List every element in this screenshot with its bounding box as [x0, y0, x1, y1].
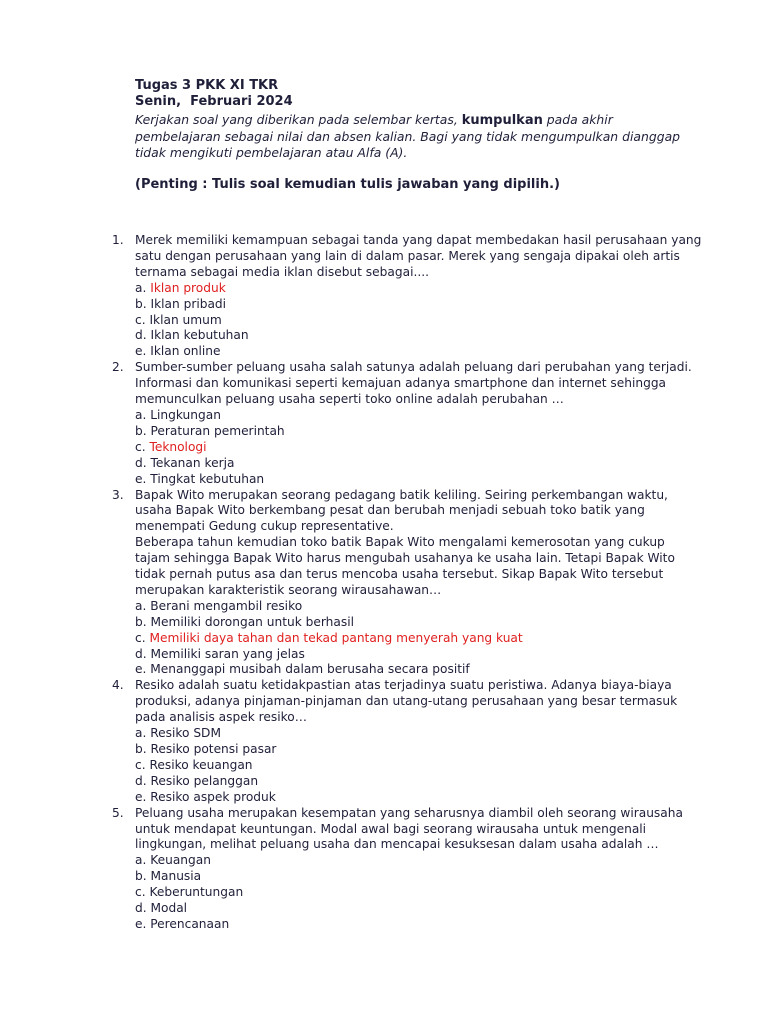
option-letter: d.	[135, 646, 151, 661]
option-letter: d.	[135, 901, 151, 916]
option-text: Manusia	[150, 869, 202, 884]
option-text: Iklan pribadi	[150, 296, 227, 311]
option-b	[135, 424, 702, 440]
option-c	[135, 758, 702, 774]
question-text: Peluang usaha merupakan kesempatan yang seharusnya diambil oleh seorang wirausaha untuk mendapat keuntungan. Modal awal bagi seorang wirausaha untuk mengenali lingkungan, melihat peluang usaha dan mencapai kesuksesan dalam usaha adalah …	[135, 805, 683, 852]
option-b	[135, 742, 702, 758]
important-note: (Penting : Tulis soal kemudian tulis jawaban yang dipilih.)	[135, 177, 560, 192]
option-text: Tekanan kerja	[150, 455, 235, 470]
option-letter: c.	[135, 312, 150, 327]
option-b	[135, 615, 702, 631]
option-letter: a.	[135, 726, 151, 741]
option-e	[135, 790, 702, 806]
option-text: Memiliki dorongan untuk berhasil	[150, 614, 354, 629]
question-list	[112, 233, 702, 933]
option-letter: a.	[135, 598, 151, 613]
option-letter: a.	[135, 280, 151, 295]
option-a	[135, 726, 702, 742]
option-e	[135, 344, 702, 360]
option-e	[135, 472, 702, 488]
option-letter: b.	[135, 423, 151, 438]
option-text: Iklan kebutuhan	[150, 328, 249, 343]
option-text: Perencanaan	[150, 916, 230, 931]
document-title: Tugas 3 PKK XI TKR	[135, 78, 279, 93]
option-text-answer: Teknologi	[149, 439, 207, 454]
option-text: Resiko potensi pasar	[150, 742, 277, 756]
option-text: Resiko aspek produk	[150, 789, 276, 804]
option-text: Lingkungan	[150, 407, 221, 422]
option-text: Iklan online	[150, 344, 221, 359]
option-letter: d.	[135, 773, 151, 788]
question-text: Merek memiliki kemampuan sebagai tanda yang dapat membedakan hasil perusahaan yang satu dengan perusahaan yang lain di dalam pasar. Merek yang sengaja dipakai oleh artis ternama sebagai media iklan disebut sebagai....	[135, 233, 702, 279]
option-text: Keberuntungan	[149, 885, 244, 900]
option-c	[135, 313, 702, 329]
option-letter: d.	[135, 328, 151, 343]
option-text: Memiliki saran yang jelas	[150, 646, 305, 661]
question-3	[112, 488, 702, 679]
question-text: Sumber-sumber peluang usaha salah satunya adalah peluang dari perubahan yang terjadi. Informasi dan komunikasi seperti kemajuan adanya smartphone dan internet sehingga memunculkan peluang usaha seperti toko online adalah perubahan …	[135, 360, 692, 407]
option-e	[135, 662, 702, 678]
option-letter: c.	[135, 757, 150, 772]
option-letter: e.	[135, 662, 151, 677]
option-d	[135, 647, 702, 663]
option-letter: b.	[135, 869, 151, 884]
option-c	[135, 631, 702, 647]
option-b	[135, 297, 702, 313]
document-header	[135, 78, 695, 193]
option-letter: b.	[135, 742, 151, 756]
option-text: Menanggapi musibah dalam berusaha secara positif	[150, 662, 470, 677]
option-text: Iklan umum	[149, 312, 222, 327]
option-letter: e.	[135, 789, 151, 804]
instruction-text-start: Kerjakan soal yang diberikan pada selembar kertas,	[135, 112, 462, 127]
option-text-answer: Memiliki daya tahan dan tekad pantang menyerah yang kuat	[149, 630, 523, 645]
option-letter: e.	[135, 916, 151, 931]
question-number: 4.	[112, 678, 124, 693]
question-1	[112, 233, 702, 360]
option-c	[135, 440, 702, 456]
option-letter: c.	[135, 439, 150, 454]
document-date: Senin, Februari 2024	[135, 94, 293, 109]
option-a	[135, 853, 702, 869]
option-text: Peraturan pemerintah	[150, 423, 285, 438]
option-d	[135, 901, 702, 917]
question-text: Resiko adalah suatu ketidakpastian atas terjadinya suatu peristiwa. Adanya biaya-biaya produksi, adanya pinjaman-pinjaman dan utang-utang perusahaan yang besar termasuk pada analisis aspek resiko…	[135, 678, 678, 725]
option-letter: e.	[135, 471, 151, 486]
option-c	[135, 885, 702, 901]
option-letter: d.	[135, 455, 151, 470]
option-text: Berani mengambil resiko	[150, 598, 303, 613]
option-text-answer: Iklan produk	[150, 280, 226, 295]
option-text: Tingkat kebutuhan	[150, 471, 265, 486]
question-text-continued: Beberapa tahun kemudian toko batik Bapak Wito mengalami kemerosotan yang cukup tajam sehingga Bapak Wito harus mengubah usahanya ke usaha lain. Tetapi Bapak Wito tidak pernah putus asa dan terus mencoba usaha tersebut. Sikap Bapak Wito tersebut merupakan karakteristik seorang wirausahawan…	[135, 535, 675, 597]
option-d	[135, 774, 702, 790]
option-letter: a.	[135, 407, 151, 422]
question-number: 3.	[112, 487, 124, 502]
option-letter: c.	[135, 630, 150, 645]
instruction-paragraph	[135, 112, 695, 161]
option-text: Resiko pelanggan	[150, 773, 259, 788]
instruction-emphasis: kumpulkan	[461, 113, 543, 128]
option-text: Modal	[150, 901, 188, 916]
question-number: 1.	[112, 233, 124, 247]
option-b	[135, 869, 702, 885]
option-text: Keuangan	[150, 853, 211, 868]
question-number: 2.	[112, 360, 124, 375]
option-letter: e.	[135, 344, 151, 359]
option-a	[135, 408, 702, 424]
question-number: 5.	[112, 805, 124, 820]
question-5	[112, 806, 702, 933]
option-text: Resiko keuangan	[149, 757, 253, 772]
option-d	[135, 328, 702, 344]
option-a	[135, 281, 702, 297]
option-e	[135, 917, 702, 933]
option-letter: c.	[135, 885, 150, 900]
option-letter: a.	[135, 853, 151, 868]
option-a	[135, 599, 702, 615]
option-letter: b.	[135, 296, 151, 311]
question-2	[112, 360, 702, 487]
question-4	[112, 678, 702, 805]
question-text: Bapak Wito merupakan seorang pedagang batik keliling. Seiring perkembangan waktu, usaha Bapak Wito berkembang pesat dan berubah menjadi sebuah toko batik yang menempati Gedung cukup representative.	[135, 487, 668, 534]
option-text: Resiko SDM	[150, 726, 221, 741]
instruction-text-end: pada akhir pembelajaran sebagai nilai dan absen kalian. Bagi yang tidak mengumpulkan dianggap tidak mengikuti pembelajaran atau Alfa (A).	[135, 112, 681, 160]
option-letter: b.	[135, 614, 151, 629]
option-d	[135, 456, 702, 472]
